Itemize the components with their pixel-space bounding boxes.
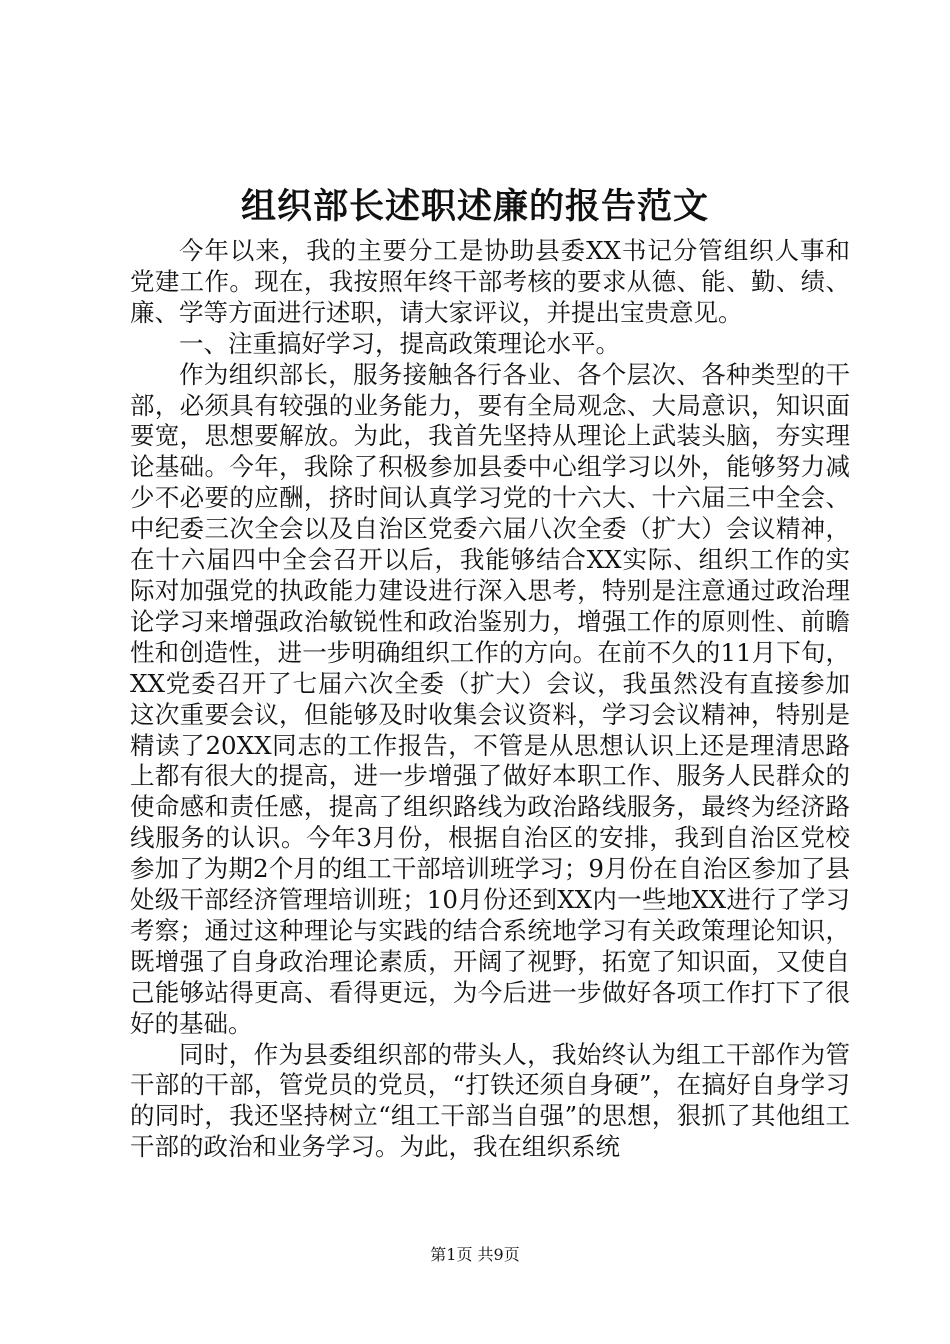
paragraph-section-heading: 一、注重搞好学习，提高政策理论水平。 — [179, 328, 620, 358]
document-title: 组织部长述职述廉的报告范文 — [240, 186, 709, 227]
paragraph-intro: 今年以来，我的主要分工是协助县委XX书记分管组织人事和党建工作。现在，我按照年终干部考核的要求从德、能、勤、绩、廉、学等方面进行述职，请大家评议，并提出宝贵意见。 — [130, 236, 850, 327]
page-footer: 第1页 共9页 — [430, 1245, 520, 1264]
paragraph-team-study: 同时，作为县委组织部的带头人，我始终认为组工干部作为管干部的干部，管党员的党员，“打铁还须自身硬”，在搞好自身学习的同时，我还坚持树立“组工干部当自强”的思想，狠抓了其他组工干部的政治和业务学习。为此，我在组织系统 — [130, 1039, 850, 1162]
document-body — [130, 236, 850, 1163]
paragraph-study: 作为组织部长，服务接触各行各业、各个层次、各种类型的干部，必须具有较强的业务能力，要有全局观念、大局意识，知识面要宽，思想要解放。为此，我首先坚持从理论上武装头脑，夯实理论基础。今年，我除了积极参加县委中心组学习以外，能够努力减少不必要的应酬，挤时间认真学习党的十六大、十六届三中全会、中纪委三次全会以及自治区党委六届八次全委（扩大）会议精神，在十六届四中全会召开以后，我能够结合XX实际、组织工作的实际对加强党的执政能力建设进行深入思考，特别是注意通过政治理论学习来增强政治敏锐性和政治鉴别力，增强工作的原则性、前瞻性和创造性，进一步明确组织工作的方向。在前不久的11月下旬，XX党委召开了七届六次全委（扩大）会议，我虽然没有直接参加这次重要会议，但能够及时收集会议资料，学习会议精神，特别是精读了20XX同志的工作报告，不管是从思想认识上还是理清思路上都有很大的提高，进一步增强了做好本职工作、服务人民群众的使命感和责任感，提高了组织路线为政治路线服务，最终为经济路线服务的认识。今年3月份，根据自治区的安排，我到自治区党校参加了为期2个月的组工干部培训班学习；9月份在自治区参加了县处级干部经济管理培训班；10月份还到XX内一些地XX进行了学习考察；通过这种理论与实践的结合系统地学习有关政策理论知识，既增强了自身政治理论素质，开阔了视野，拓宽了知识面，又使自己能够站得更高、看得更远，为今后进一步做好各项工作打下了很好的基础。 — [130, 359, 850, 1038]
